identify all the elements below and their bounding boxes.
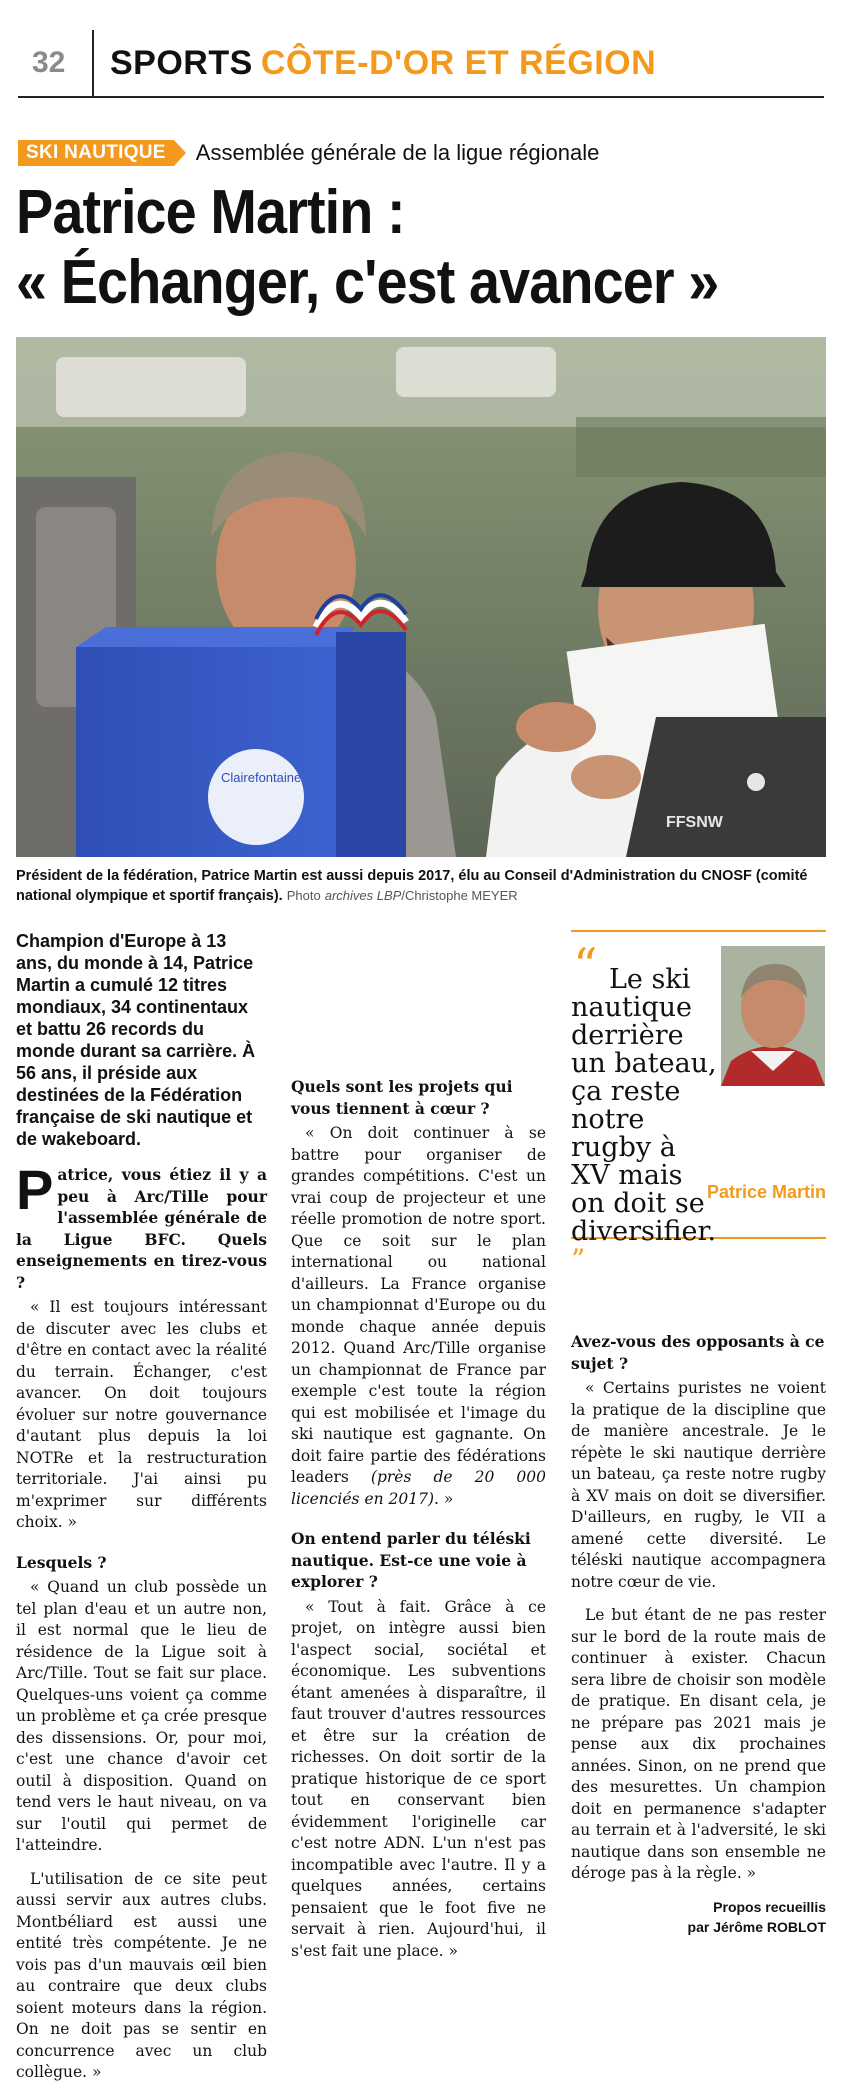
byline-line-2: par Jérôme ROBLOT: [687, 1918, 826, 1935]
question-1-text: atrice, vous étiez il y a peu à Arc/Tille pour l'assemblée générale de la Ligue BFC. Quels enseignements en tirez-vous ?: [16, 1165, 267, 1292]
kicker-tag: SKI NAUTIQUE: [18, 140, 174, 166]
kicker-text: Assemblée générale de la ligue régionale: [195, 140, 600, 165]
byline-line-1: Propos recueillis: [713, 1898, 826, 1915]
answer-2a: « Quand un club possède un tel plan d'eau et un autre non, il est normal que le lieu de résidence de la Ligue soit à Arc/Tille. Tout se fait sur place. Quelques-uns voient ça comme un problème et ça crée presque des dissensions. Or, pour moi, c'est une chance d'avoir cet outil à disposition. Quand on tend vers le haut niveau, on va sur l'outil qui permet de l'atteindre.: [16, 1578, 267, 1854]
caption-credit-source: archives LBP: [324, 888, 402, 903]
kicker: [18, 140, 599, 166]
headline-line-2: « Échanger, c'est avancer »: [16, 248, 719, 317]
answer-5b: Le but étant de ne pas rester sur le bord de la route mais de continuer à exister. Chacun sera libre de choisir son modèle de pratique. En disant cela, je ne prépare pas 2021 mais je pense aux dix prochaines années. Sinon, on ne prend que des mesurettes. Un champion doit en permanence s'adapter au terrain et à l'adversité, le ski nautique dans son ensemble ne déroge pas à la règle. »: [571, 1606, 826, 1882]
header-divider: [92, 30, 94, 96]
photo-illustration: [16, 337, 826, 857]
answer-3-main: « On doit continuer à se battre pour organiser de grandes compétitions. C'est un vrai coup de projecteur et une réelle promotion de notre sport. Que ce soit sur le plan international ou national d'ailleurs. La France organise un championnat d'Europe ou du monde chaque année depuis 2012. Quand Arc/Tille organise un championnat de France par exemple c'est toute la région qui est mobilisée et l'image du ski nautique est gagnante. On doit faire partie des fédérations leaders: [291, 1124, 546, 1486]
photo-caption: [16, 866, 826, 906]
caption-text: Président de la fédération, Patrice Martin est aussi depuis 2017, élu au Conseil d'Administration du CNOSF (comité national olympique et sportif français).: [16, 868, 808, 904]
section-main: SPORTS: [110, 44, 253, 82]
headline-line-1: Patrice Martin :: [16, 178, 405, 247]
pull-quote: [571, 930, 826, 1276]
quote-close-mark: ”: [571, 1243, 586, 1276]
caption-credit-author: /Christophe MEYER: [401, 888, 518, 903]
article-column-2: [291, 930, 546, 1974]
answer-2b: L'utilisation de ce site peut aussi servir aux autres clubs. Montbéliard est aussi une entité très compétente. Je ne vois pas d'un mauvais œil bien au contraire que deux clubs soient moteurs dans la région. On ne doit pas se sentir en concurrence avec un club collègue. »: [16, 1869, 267, 2081]
answer-1: « Il est toujours intéressant de discuter avec les clubs et d'être en contact avec la réalité du terrain. Échanger, c'est avancer. On doit toujours évoluer sur notre gouvernance d'autant plus depuis la loi NOTRe et la restructuration territoriale. J'ai ainsi pu m'exprimer sur différents choix. »: [16, 1298, 267, 1531]
caption-credit-label: Photo: [286, 888, 321, 903]
pull-quote-text: Le ski nautique derrière un bateau, ça reste notre rugby à XV mais on doit se diversifier.: [571, 964, 717, 1247]
answer-4: « Tout à fait. Grâce à ce projet, on intègre aussi bien l'aspect social, sociétal et économique. Les subventions étant amenées à disparaître, il faut trouver d'autres ressources et être sur la création de richesses. On doit sortir de la pratique historique de ce sport tout en conservant bien évidemment l'originelle car c'est notre ADN. L'un n'est pas incompatible avec l'autre. Il y a quelques années, certains pensaient que le foot five ne servait à rien. Aujourd'hui, il s'est fait une place. »: [291, 1597, 546, 1960]
drop-cap: P: [16, 1158, 54, 1221]
portrait-illustration: [721, 946, 825, 1086]
author-portrait: [721, 946, 825, 1086]
quote-open-mark: “: [573, 938, 598, 994]
question-2: Lesquels ?: [16, 1552, 107, 1572]
main-photo: [16, 337, 826, 857]
answer-3: [291, 1123, 546, 1510]
answer-3-italic: (près de 20 000 licenciés en 2017): [291, 1468, 546, 1508]
question-5: Avez-vous des opposants à ce sujet ?: [571, 1332, 825, 1373]
question-1: [16, 1158, 267, 1293]
section-region: CÔTE-D'OR ET RÉGION: [260, 44, 657, 82]
answer-3-end: . »: [434, 1489, 454, 1508]
byline: [571, 1897, 826, 1937]
pull-quote-author: Patrice Martin: [706, 1182, 826, 1202]
answer-5a: « Certains puristes ne voient la pratique de la discipline que de manière ancestrale. Je le répète le ski nautique derrière un bateau, ça reste notre rugby à XV mais on doit se diversifier. D'ailleurs, en rugby, le VII a amené cette diversité. Le téléski nautique accompagnera notre cœur de vie.: [571, 1379, 826, 1591]
header-rule: [18, 96, 824, 98]
article-column-1: [16, 930, 267, 2096]
page-number: 32: [32, 46, 66, 79]
article-lead: Champion d'Europe à 13 ans, du monde à 14, Patrice Martin a cumulé 12 titres mondiaux, 34 continentaux et battu 26 records du monde durant sa carrière. À 56 ans, il préside aux destinées de la Fédération française de ski nautique et de wakeboard.: [16, 931, 256, 1149]
box-brand: Clairefontaine: [221, 770, 302, 785]
pull-quote-text-block: [571, 966, 719, 1275]
laptop-logo: FFSNW: [666, 814, 723, 831]
page-header: [18, 28, 824, 98]
article-column-3: [571, 1285, 826, 1937]
section-title: [110, 44, 656, 83]
question-3: Quels sont les projets qui vous tiennent à cœur ?: [291, 1077, 513, 1118]
question-4: On entend parler du téléski nautique. Est-ce une voie à explorer ?: [291, 1529, 531, 1591]
headline: [16, 178, 826, 318]
